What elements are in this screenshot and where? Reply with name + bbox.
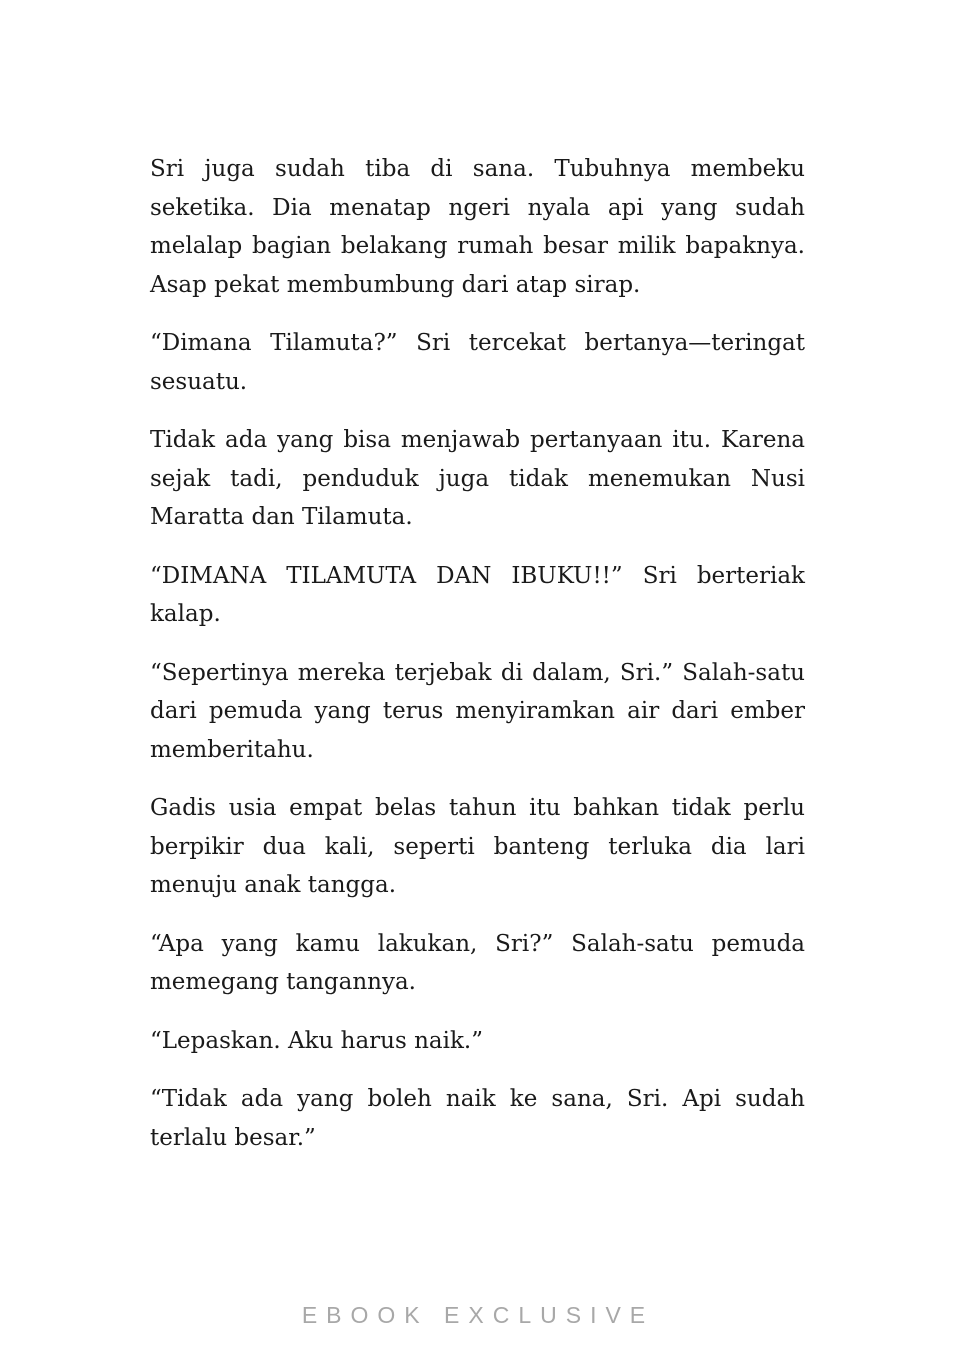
paragraph: “Dimana Tilamuta?” Sri tercekat bertanya—teringat sesuatu. <box>150 330 805 395</box>
paragraph: Sri juga sudah tiba di sana. Tubuhnya membeku seketika. Dia menatap ngeri nyala api yang sudah melalap bagian belakang rumah besar milik bapaknya. Asap pekat membumbung dari atap sirap. <box>150 156 805 298</box>
paragraph: “Lepaskan. Aku harus naik.” <box>150 1027 483 1054</box>
paragraph: “Sepertinya mereka terjebak di dalam, Sri.” Salah-satu dari pemuda yang terus menyiramkan air dari ember memberitahu. <box>150 659 805 763</box>
paragraph: “Apa yang kamu lakukan, Sri?” Salah-satu pemuda memegang tangannya. <box>150 930 805 995</box>
footer-watermark: EBOOK EXCLUSIVE <box>301 1302 655 1328</box>
paragraph: “Tidak ada yang boleh naik ke sana, Sri. Api sudah terlalu besar.” <box>150 1086 805 1151</box>
paragraph: “DIMANA TILAMUTA DAN IBUKU!!” Sri berteriak kalap. <box>150 562 805 627</box>
page-body <box>150 150 805 1177</box>
paragraph: Gadis usia empat belas tahun itu bahkan tidak perlu berpikir dua kali, seperti banteng terluka dia lari menuju anak tangga. <box>150 795 805 898</box>
paragraph: Tidak ada yang bisa menjawab pertanyaan itu. Karena sejak tadi, penduduk juga tidak menemukan Nusi Maratta dan Tilamuta. <box>150 427 805 530</box>
